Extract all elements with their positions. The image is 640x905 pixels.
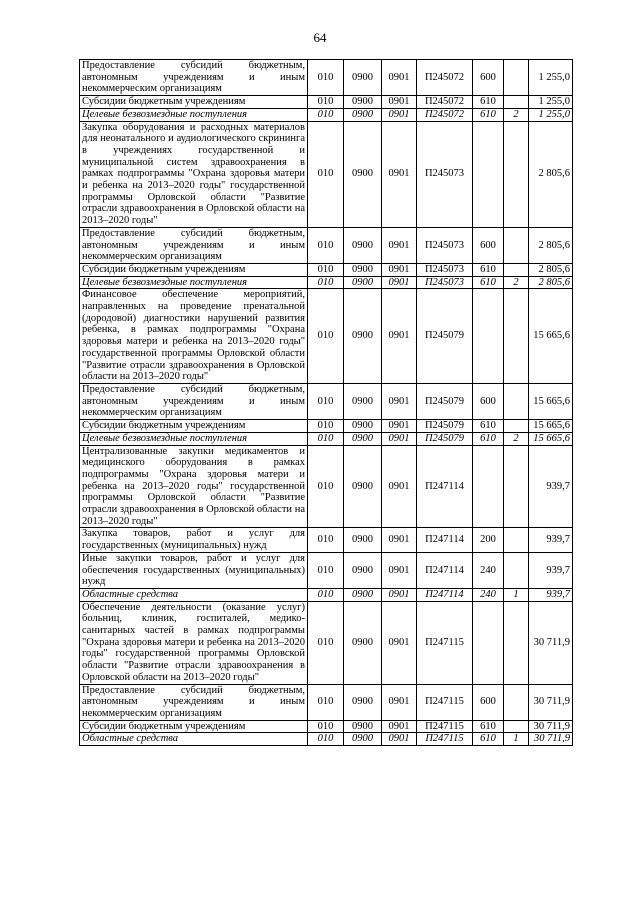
cell-ministry-code: 010 bbox=[308, 720, 344, 733]
cell-subsection: 0901 bbox=[382, 528, 417, 552]
cell-target-article: П245073 bbox=[417, 121, 473, 227]
cell-amount: 30 711,9 bbox=[529, 601, 573, 684]
cell-expense-type: 610 bbox=[473, 733, 504, 746]
cell-amount: 2 805,6 bbox=[529, 227, 573, 263]
table-row bbox=[80, 276, 573, 289]
cell-ministry-code: 010 bbox=[308, 445, 344, 528]
cell-subsection: 0901 bbox=[382, 733, 417, 746]
row-name: Субсидии бюджетным учреждениям bbox=[80, 420, 308, 433]
table-body bbox=[80, 60, 573, 746]
page-number: 64 bbox=[313, 30, 327, 45]
cell-target-article: П247114 bbox=[417, 445, 473, 528]
cell-ministry-code: 010 bbox=[308, 60, 344, 96]
cell-ministry-code: 010 bbox=[308, 528, 344, 552]
table-row bbox=[80, 601, 573, 684]
cell-target-article: П245072 bbox=[417, 60, 473, 96]
table-row bbox=[80, 445, 573, 528]
row-name: Целевые безвозмездные поступления bbox=[80, 432, 308, 445]
cell-subsection: 0901 bbox=[382, 96, 417, 109]
cell-amount: 30 711,9 bbox=[529, 720, 573, 733]
cell-section: 0900 bbox=[344, 383, 382, 419]
cell-section: 0900 bbox=[344, 263, 382, 276]
cell-fund-source bbox=[504, 60, 529, 96]
cell-section: 0900 bbox=[344, 720, 382, 733]
row-name: Закупка товаров, работ и услуг для государственных (муниципальных) нужд bbox=[80, 528, 308, 552]
cell-fund-source bbox=[504, 289, 529, 384]
cell-section: 0900 bbox=[344, 276, 382, 289]
cell-amount: 15 665,6 bbox=[529, 383, 573, 419]
cell-amount: 1 255,0 bbox=[529, 60, 573, 96]
row-name: Субсидии бюджетным учреждениям bbox=[80, 96, 308, 109]
cell-section: 0900 bbox=[344, 528, 382, 552]
cell-target-article: П245073 bbox=[417, 227, 473, 263]
cell-target-article: П247114 bbox=[417, 528, 473, 552]
table-row bbox=[80, 684, 573, 720]
cell-target-article: П245072 bbox=[417, 108, 473, 121]
cell-target-article: П245079 bbox=[417, 432, 473, 445]
cell-subsection: 0901 bbox=[382, 121, 417, 227]
row-name: Предоставление субсидий бюджетным, автономным учреждениям и иным некоммерческим организациям bbox=[80, 684, 308, 720]
cell-target-article: П245079 bbox=[417, 383, 473, 419]
cell-section: 0900 bbox=[344, 588, 382, 601]
table-row bbox=[80, 432, 573, 445]
cell-target-article: П247115 bbox=[417, 601, 473, 684]
cell-target-article: П245079 bbox=[417, 289, 473, 384]
table-row bbox=[80, 588, 573, 601]
cell-section: 0900 bbox=[344, 733, 382, 746]
cell-fund-source bbox=[504, 383, 529, 419]
cell-fund-source bbox=[504, 445, 529, 528]
cell-amount: 15 665,6 bbox=[529, 432, 573, 445]
cell-amount: 15 665,6 bbox=[529, 289, 573, 384]
cell-section: 0900 bbox=[344, 96, 382, 109]
row-name: Предоставление субсидий бюджетным, автономным учреждениям и иным некоммерческим организациям bbox=[80, 227, 308, 263]
cell-amount: 30 711,9 bbox=[529, 684, 573, 720]
cell-ministry-code: 010 bbox=[308, 733, 344, 746]
cell-expense-type: 200 bbox=[473, 528, 504, 552]
cell-amount: 1 255,0 bbox=[529, 108, 573, 121]
cell-subsection: 0901 bbox=[382, 601, 417, 684]
cell-fund-source bbox=[504, 227, 529, 263]
cell-target-article: П245073 bbox=[417, 276, 473, 289]
cell-fund-source bbox=[504, 720, 529, 733]
cell-expense-type bbox=[473, 601, 504, 684]
cell-subsection: 0901 bbox=[382, 383, 417, 419]
cell-target-article: П245079 bbox=[417, 420, 473, 433]
cell-expense-type: 610 bbox=[473, 108, 504, 121]
cell-fund-source bbox=[504, 528, 529, 552]
cell-ministry-code: 010 bbox=[308, 588, 344, 601]
cell-fund-source bbox=[504, 121, 529, 227]
cell-expense-type: 240 bbox=[473, 588, 504, 601]
cell-amount: 15 665,6 bbox=[529, 420, 573, 433]
cell-target-article: П245072 bbox=[417, 96, 473, 109]
cell-fund-source: 1 bbox=[504, 733, 529, 746]
cell-ministry-code: 010 bbox=[308, 276, 344, 289]
cell-ministry-code: 010 bbox=[308, 552, 344, 588]
cell-fund-source: 2 bbox=[504, 432, 529, 445]
cell-subsection: 0901 bbox=[382, 720, 417, 733]
cell-ministry-code: 010 bbox=[308, 432, 344, 445]
cell-amount: 939,7 bbox=[529, 445, 573, 528]
cell-ministry-code: 010 bbox=[308, 227, 344, 263]
cell-expense-type: 600 bbox=[473, 60, 504, 96]
cell-expense-type bbox=[473, 445, 504, 528]
cell-expense-type: 610 bbox=[473, 96, 504, 109]
cell-target-article: П247115 bbox=[417, 684, 473, 720]
table-row bbox=[80, 733, 573, 746]
cell-subsection: 0901 bbox=[382, 684, 417, 720]
cell-amount: 2 805,6 bbox=[529, 276, 573, 289]
cell-fund-source bbox=[504, 420, 529, 433]
cell-ministry-code: 010 bbox=[308, 263, 344, 276]
cell-fund-source bbox=[504, 684, 529, 720]
cell-target-article: П247115 bbox=[417, 733, 473, 746]
cell-ministry-code: 010 bbox=[308, 121, 344, 227]
cell-amount: 30 711,9 bbox=[529, 733, 573, 746]
cell-target-article: П245073 bbox=[417, 263, 473, 276]
cell-expense-type: 600 bbox=[473, 684, 504, 720]
cell-expense-type bbox=[473, 121, 504, 227]
cell-section: 0900 bbox=[344, 60, 382, 96]
cell-ministry-code: 010 bbox=[308, 289, 344, 384]
row-name: Предоставление субсидий бюджетным, автономным учреждениям и иным некоммерческим организациям bbox=[80, 60, 308, 96]
cell-subsection: 0901 bbox=[382, 588, 417, 601]
row-name: Целевые безвозмездные поступления bbox=[80, 276, 308, 289]
cell-section: 0900 bbox=[344, 227, 382, 263]
cell-section: 0900 bbox=[344, 432, 382, 445]
row-name: Областные средства bbox=[80, 733, 308, 746]
cell-fund-source bbox=[504, 601, 529, 684]
cell-subsection: 0901 bbox=[382, 445, 417, 528]
row-name: Централизованные закупки медикаментов и медицинского оборудования в рамках подпрограммы "Охрана здоровья матери и ребенка на 2013–2020 годы" государственной программы Орловской области "Развитие отрасли здравоохранения в Орловской области на 2013–2020 годы" bbox=[80, 445, 308, 528]
cell-ministry-code: 010 bbox=[308, 108, 344, 121]
cell-amount: 939,7 bbox=[529, 552, 573, 588]
row-name: Субсидии бюджетным учреждениям bbox=[80, 263, 308, 276]
table-row bbox=[80, 96, 573, 109]
cell-fund-source: 2 bbox=[504, 276, 529, 289]
cell-fund-source: 2 bbox=[504, 108, 529, 121]
cell-section: 0900 bbox=[344, 121, 382, 227]
row-name: Закупка оборудования и расходных материалов для неонатального и аудиологического скрининга в учреждениях государственной и муниципальной систем здравоохранения в рамках подпрограммы "Охрана здоровья матери и ребенка на 2013–2020 годы" государственной программы Орловской области "Развитие отрасли здравоохранения в Орловской области на 2013–2020 годы" bbox=[80, 121, 308, 227]
row-name: Предоставление субсидий бюджетным, автономным учреждениям и иным некоммерческим организациям bbox=[80, 383, 308, 419]
cell-subsection: 0901 bbox=[382, 289, 417, 384]
cell-expense-type: 610 bbox=[473, 276, 504, 289]
cell-expense-type: 600 bbox=[473, 383, 504, 419]
cell-fund-source bbox=[504, 263, 529, 276]
cell-expense-type: 240 bbox=[473, 552, 504, 588]
cell-subsection: 0901 bbox=[382, 263, 417, 276]
cell-fund-source: 1 bbox=[504, 588, 529, 601]
cell-ministry-code: 010 bbox=[308, 96, 344, 109]
cell-expense-type bbox=[473, 289, 504, 384]
table-row bbox=[80, 108, 573, 121]
cell-section: 0900 bbox=[344, 684, 382, 720]
row-name: Субсидии бюджетным учреждениям bbox=[80, 720, 308, 733]
cell-amount: 939,7 bbox=[529, 588, 573, 601]
cell-subsection: 0901 bbox=[382, 108, 417, 121]
cell-section: 0900 bbox=[344, 445, 382, 528]
table-row bbox=[80, 420, 573, 433]
cell-subsection: 0901 bbox=[382, 420, 417, 433]
cell-subsection: 0901 bbox=[382, 552, 417, 588]
cell-subsection: 0901 bbox=[382, 276, 417, 289]
cell-target-article: П247115 bbox=[417, 720, 473, 733]
table-row bbox=[80, 121, 573, 227]
cell-expense-type: 610 bbox=[473, 263, 504, 276]
cell-section: 0900 bbox=[344, 601, 382, 684]
table-row bbox=[80, 720, 573, 733]
cell-target-article: П247114 bbox=[417, 588, 473, 601]
cell-fund-source bbox=[504, 552, 529, 588]
cell-expense-type: 610 bbox=[473, 432, 504, 445]
row-name: Целевые безвозмездные поступления bbox=[80, 108, 308, 121]
row-name: Обеспечение деятельности (оказание услуг) больниц, клиник, госпиталей, медико-санитарных частей в рамках подпрограммы "Охрана здоровья матери и ребенка на 2013–2020 годы" государственной программы Орловской области "Развитие отрасли здравоохранения в Орловской области на 2013–2020 годы" bbox=[80, 601, 308, 684]
cell-expense-type: 600 bbox=[473, 227, 504, 263]
cell-fund-source bbox=[504, 96, 529, 109]
cell-ministry-code: 010 bbox=[308, 383, 344, 419]
row-name: Финансовое обеспечение мероприятий, направленных на проведение пренатальной (дородовой) диагностики нарушений развития ребенка, в рамках подпрограммы "Охрана здоровья матери и ребенка на 2013–2020 годы" государственной программы Орловской области "Развитие отрасли здравоохранения в Орловской области на 2013–2020 годы" bbox=[80, 289, 308, 384]
table-row bbox=[80, 383, 573, 419]
row-name: Иные закупки товаров, работ и услуг для обеспечения государственных (муниципальных) нужд bbox=[80, 552, 308, 588]
cell-subsection: 0901 bbox=[382, 60, 417, 96]
row-name: Областные средства bbox=[80, 588, 308, 601]
table-row bbox=[80, 528, 573, 552]
budget-table bbox=[79, 59, 573, 746]
cell-expense-type: 610 bbox=[473, 420, 504, 433]
cell-section: 0900 bbox=[344, 108, 382, 121]
cell-amount: 2 805,6 bbox=[529, 121, 573, 227]
cell-ministry-code: 010 bbox=[308, 420, 344, 433]
cell-amount: 1 255,0 bbox=[529, 96, 573, 109]
cell-subsection: 0901 bbox=[382, 432, 417, 445]
cell-section: 0900 bbox=[344, 420, 382, 433]
table-row bbox=[80, 60, 573, 96]
table-row bbox=[80, 263, 573, 276]
cell-amount: 2 805,6 bbox=[529, 263, 573, 276]
cell-amount: 939,7 bbox=[529, 528, 573, 552]
table-row bbox=[80, 227, 573, 263]
cell-ministry-code: 010 bbox=[308, 601, 344, 684]
cell-expense-type: 610 bbox=[473, 720, 504, 733]
cell-subsection: 0901 bbox=[382, 227, 417, 263]
table-row bbox=[80, 289, 573, 384]
table-row bbox=[80, 552, 573, 588]
cell-section: 0900 bbox=[344, 289, 382, 384]
cell-target-article: П247114 bbox=[417, 552, 473, 588]
cell-ministry-code: 010 bbox=[308, 684, 344, 720]
cell-section: 0900 bbox=[344, 552, 382, 588]
